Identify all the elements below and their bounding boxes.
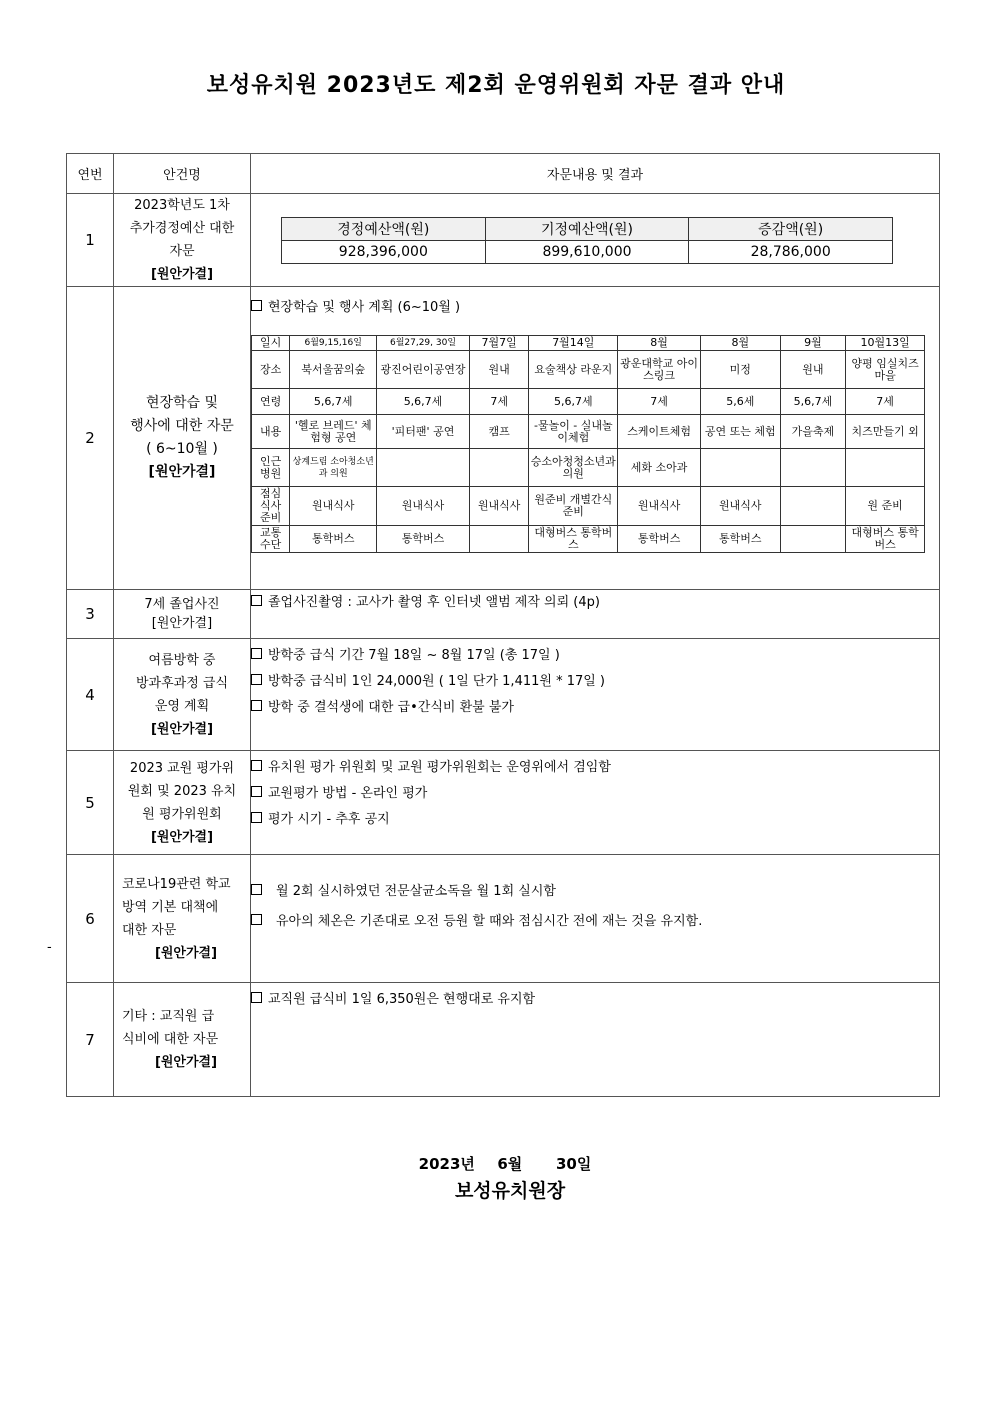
schedule-cell: 원내식사 (469, 487, 529, 526)
budget-value: 899,610,000 (485, 240, 689, 263)
schedule-cell: 양평 임실치즈마을 (846, 351, 925, 389)
agenda-item (114, 287, 251, 590)
schedule-heading (251, 295, 939, 321)
schedule-row-label: 내용 (252, 415, 290, 449)
header-no: 연번 (67, 154, 114, 194)
schedule-cell: 원내식사 (290, 487, 377, 526)
schedule-cell: 원내식사 (700, 487, 780, 526)
budget-header: 증감액(원) (689, 217, 893, 240)
schedule-cell (780, 449, 846, 487)
agenda-line: 운영 계획 (154, 698, 210, 714)
schedule-row-label: 연령 (252, 389, 290, 415)
content-text: 방학 중 결석생에 대한 급•간식비 환불 불가 (268, 700, 514, 715)
checkbox-icon (251, 674, 262, 685)
agenda-line: 원회 및 2023 유치 (127, 783, 237, 799)
agenda-item (114, 639, 251, 751)
schedule-row (252, 351, 925, 389)
checkbox-icon (251, 760, 262, 771)
schedule-table (251, 335, 925, 553)
schedule-cell: '피터팬' 공연 (377, 415, 470, 449)
content-line (251, 987, 939, 1013)
checkbox-icon (251, 700, 262, 711)
content-cell (251, 983, 940, 1097)
schedule-cell: 대형버스 통학버스 (846, 526, 925, 553)
agenda-line: 추가경정예산 대한 (129, 221, 235, 236)
schedule-cell: 스케이트체험 (618, 415, 701, 449)
schedule-cell: 가을축제 (780, 415, 846, 449)
checkbox-icon (251, 648, 262, 659)
header-content: 자문내용 및 결과 (251, 154, 940, 194)
content-text: 교원평가 방법 - 온라인 평가 (268, 786, 428, 801)
schedule-cell (469, 526, 529, 553)
content-cell (251, 855, 940, 983)
consultation-table (66, 153, 940, 1097)
schedule-cell: 5,6,7세 (377, 389, 470, 415)
content-text: 평가 시기 - 추후 공지 (268, 812, 390, 827)
content-text: 졸업사진촬영 : 교사가 촬영 후 인터넷 앨범 제작 의뢰 (4p) (268, 595, 600, 610)
schedule-row-label: 교통 수단 (252, 526, 290, 553)
schedule-cell: 승소아청청소년과의원 (529, 449, 618, 487)
schedule-cell: 통학버스 (290, 526, 377, 553)
table-row (67, 855, 940, 983)
result-tag: [원안가결] (148, 464, 216, 480)
schedule-cell: 원준비 개별간식준비 (529, 487, 618, 526)
schedule-cell: 치즈만들기 외 (846, 415, 925, 449)
content-text: 교직원 급식비 1일 6,350원은 현행대로 유지함 (268, 992, 536, 1007)
table-row (67, 983, 940, 1097)
schedule-cell: 원내식사 (377, 487, 470, 526)
budget-header: 경정예산액(원) (282, 217, 486, 240)
agenda-line: 코로나19관련 학교 (122, 876, 231, 892)
content-line (251, 695, 939, 721)
schedule-cell (846, 449, 925, 487)
content-text: 방학중 급식 기간 7월 18일 ~ 8월 17일 (총 17일 ) (268, 648, 560, 663)
schedule-row-label: 장소 (252, 351, 290, 389)
result-tag: [원안가결] (154, 945, 218, 961)
content-text: 방학중 급식비 1인 24,000원 ( 1일 단가 1,411원 * 17일 ) (268, 674, 606, 689)
agenda-line: 여름방학 중 (148, 652, 216, 668)
agenda-item (114, 590, 251, 639)
schedule-heading-text: 현장학습 및 행사 계획 (6~10월 ) (268, 300, 461, 315)
agenda-line: ( 6~10월 ) (146, 441, 218, 457)
content-line (251, 781, 939, 807)
schedule-cell (780, 526, 846, 553)
schedule-row (252, 336, 925, 351)
page-title: 보성유치원 2023년도 제2회 운영위원회 자문 결과 안내 (206, 73, 786, 98)
checkbox-icon (251, 595, 262, 606)
schedule-cell: 7세 (618, 389, 701, 415)
content-line (251, 877, 939, 907)
schedule-cell: 5,6,7세 (780, 389, 846, 415)
schedule-row (252, 526, 925, 553)
schedule-cell (377, 449, 470, 487)
schedule-row-label: 점심 식사 준비 (252, 487, 290, 526)
content-text: 유치원 평가 위원회 및 교원 평가위원회는 운영위에서 겸임함 (268, 760, 611, 775)
budget-table (281, 217, 893, 264)
schedule-cell: 통학버스 (377, 526, 470, 553)
content-text: 유아의 체온은 기존대로 오전 등원 할 때와 점심시간 전에 재는 것을 유지함. (276, 914, 703, 929)
header-item: 안건명 (114, 154, 251, 194)
table-row (67, 751, 940, 855)
schedule-cell (251, 287, 940, 590)
checkbox-icon (251, 300, 262, 311)
checkbox-icon (251, 786, 262, 797)
schedule-cell: 원내 (469, 351, 529, 389)
agenda-item (114, 983, 251, 1097)
agenda-item (114, 855, 251, 983)
schedule-row-label: 일시 (252, 336, 290, 351)
schedule-cell: 북서울꿈의숲 (290, 351, 377, 389)
checkbox-icon (251, 884, 262, 895)
agenda-line: 7세 졸업사진 (144, 597, 220, 612)
schedule-cell: 5,6,7세 (529, 389, 618, 415)
agenda-line: 행사에 대한 자문 (130, 418, 234, 434)
agenda-line: 2023학년도 1차 (134, 198, 230, 213)
schedule-cell: 8월 (618, 336, 701, 351)
content-cell (251, 590, 940, 639)
content-cell (251, 751, 940, 855)
agenda-line: 식비에 대한 자문 (122, 1032, 219, 1047)
row-number: 5 (67, 751, 114, 855)
schedule-row (252, 389, 925, 415)
content-line (251, 907, 939, 937)
schedule-cell (780, 487, 846, 526)
schedule-cell: 10월13일 (846, 336, 925, 351)
agenda-line: 현장학습 및 (145, 395, 219, 411)
schedule-cell: 원 준비 (846, 487, 925, 526)
schedule-cell: 원내 (780, 351, 846, 389)
schedule-cell: 6월27,29, 30일 (377, 336, 470, 351)
schedule-cell: 8월 (700, 336, 780, 351)
budget-value: 928,396,000 (282, 240, 486, 263)
schedule-row (252, 449, 925, 487)
agenda-line: 원 평가위원회 (142, 806, 222, 822)
content-line (251, 755, 939, 781)
result-tag: [원안가결] (154, 1055, 218, 1070)
schedule-cell: 통학버스 (700, 526, 780, 553)
table-row (67, 590, 940, 639)
agenda-line: 2023 교원 평가위 (129, 760, 235, 776)
table-row (67, 194, 940, 287)
checkbox-icon (251, 812, 262, 823)
content-line (251, 590, 939, 616)
document-date: 2023년 6월 30일 (418, 1155, 592, 1173)
agenda-line: 자문 (169, 244, 195, 259)
row-number: 7 (67, 983, 114, 1097)
content-text: 월 2회 실시하였던 전문살균소독을 월 1회 실시함 (276, 884, 556, 899)
checkbox-icon (251, 992, 262, 1003)
row-number: 3 (67, 590, 114, 639)
margin-mark: - (47, 940, 52, 955)
agenda-line: 방역 기본 대책에 (122, 899, 219, 915)
content-cell (251, 639, 940, 751)
result-tag: [원안가결] (150, 721, 214, 737)
agenda-line: 대한 자문 (122, 922, 177, 938)
schedule-cell: 미정 (700, 351, 780, 389)
schedule-row (252, 487, 925, 526)
schedule-cell: 7세 (469, 389, 529, 415)
checkbox-icon (251, 914, 262, 925)
row-number: 6 (67, 855, 114, 983)
schedule-cell: 6월9,15,16일 (290, 336, 377, 351)
schedule-cell (469, 449, 529, 487)
row-number: 2 (67, 287, 114, 590)
schedule-cell: 광운대학교 아이스링크 (618, 351, 701, 389)
table-row (67, 639, 940, 751)
schedule-cell: 7세 (846, 389, 925, 415)
schedule-row (252, 415, 925, 449)
schedule-cell: 9월 (780, 336, 846, 351)
content-line (251, 807, 939, 833)
result-tag: [원안가결] (151, 616, 213, 631)
content-line (251, 643, 939, 669)
schedule-cell: 통학버스 (618, 526, 701, 553)
agenda-item (114, 751, 251, 855)
schedule-cell (700, 449, 780, 487)
budget-value: 28,786,000 (689, 240, 893, 263)
schedule-cell: 원내식사 (618, 487, 701, 526)
table-row (67, 287, 940, 590)
agenda-item (114, 194, 251, 287)
schedule-cell: '헬로 브레드' 체험형 공연 (290, 415, 377, 449)
budget-cell (251, 194, 940, 287)
schedule-cell: 7월7일 (469, 336, 529, 351)
schedule-cell: 5,6,7세 (290, 389, 377, 415)
budget-header: 기정예산액(원) (485, 217, 689, 240)
schedule-cell: 대형버스 통학버스 (529, 526, 618, 553)
schedule-cell: 상계드림 소아청소년과 의원 (290, 449, 377, 487)
result-tag: [원안가결] (150, 267, 214, 282)
schedule-cell: 공연 또는 체험 (700, 415, 780, 449)
schedule-cell: 5,6세 (700, 389, 780, 415)
agenda-line: 방과후과정 급식 (135, 675, 229, 691)
signer-name: 보성유치원장 (454, 1180, 566, 1202)
schedule-cell: 광진어린이공연장 (377, 351, 470, 389)
row-number: 4 (67, 639, 114, 751)
table-header-row (67, 154, 940, 194)
schedule-cell: 7월14일 (529, 336, 618, 351)
row-number: 1 (67, 194, 114, 287)
result-tag: [원안가결] (150, 829, 214, 845)
schedule-cell: 세화 소아과 (618, 449, 701, 487)
content-line (251, 669, 939, 695)
schedule-cell: -물놀이 - 실내놀이체험 (529, 415, 618, 449)
schedule-row-label: 인근 병원 (252, 449, 290, 487)
schedule-cell: 캠프 (469, 415, 529, 449)
schedule-cell: 요술책상 라운지 (529, 351, 618, 389)
agenda-line: 기타 : 교직원 급 (122, 1009, 215, 1024)
